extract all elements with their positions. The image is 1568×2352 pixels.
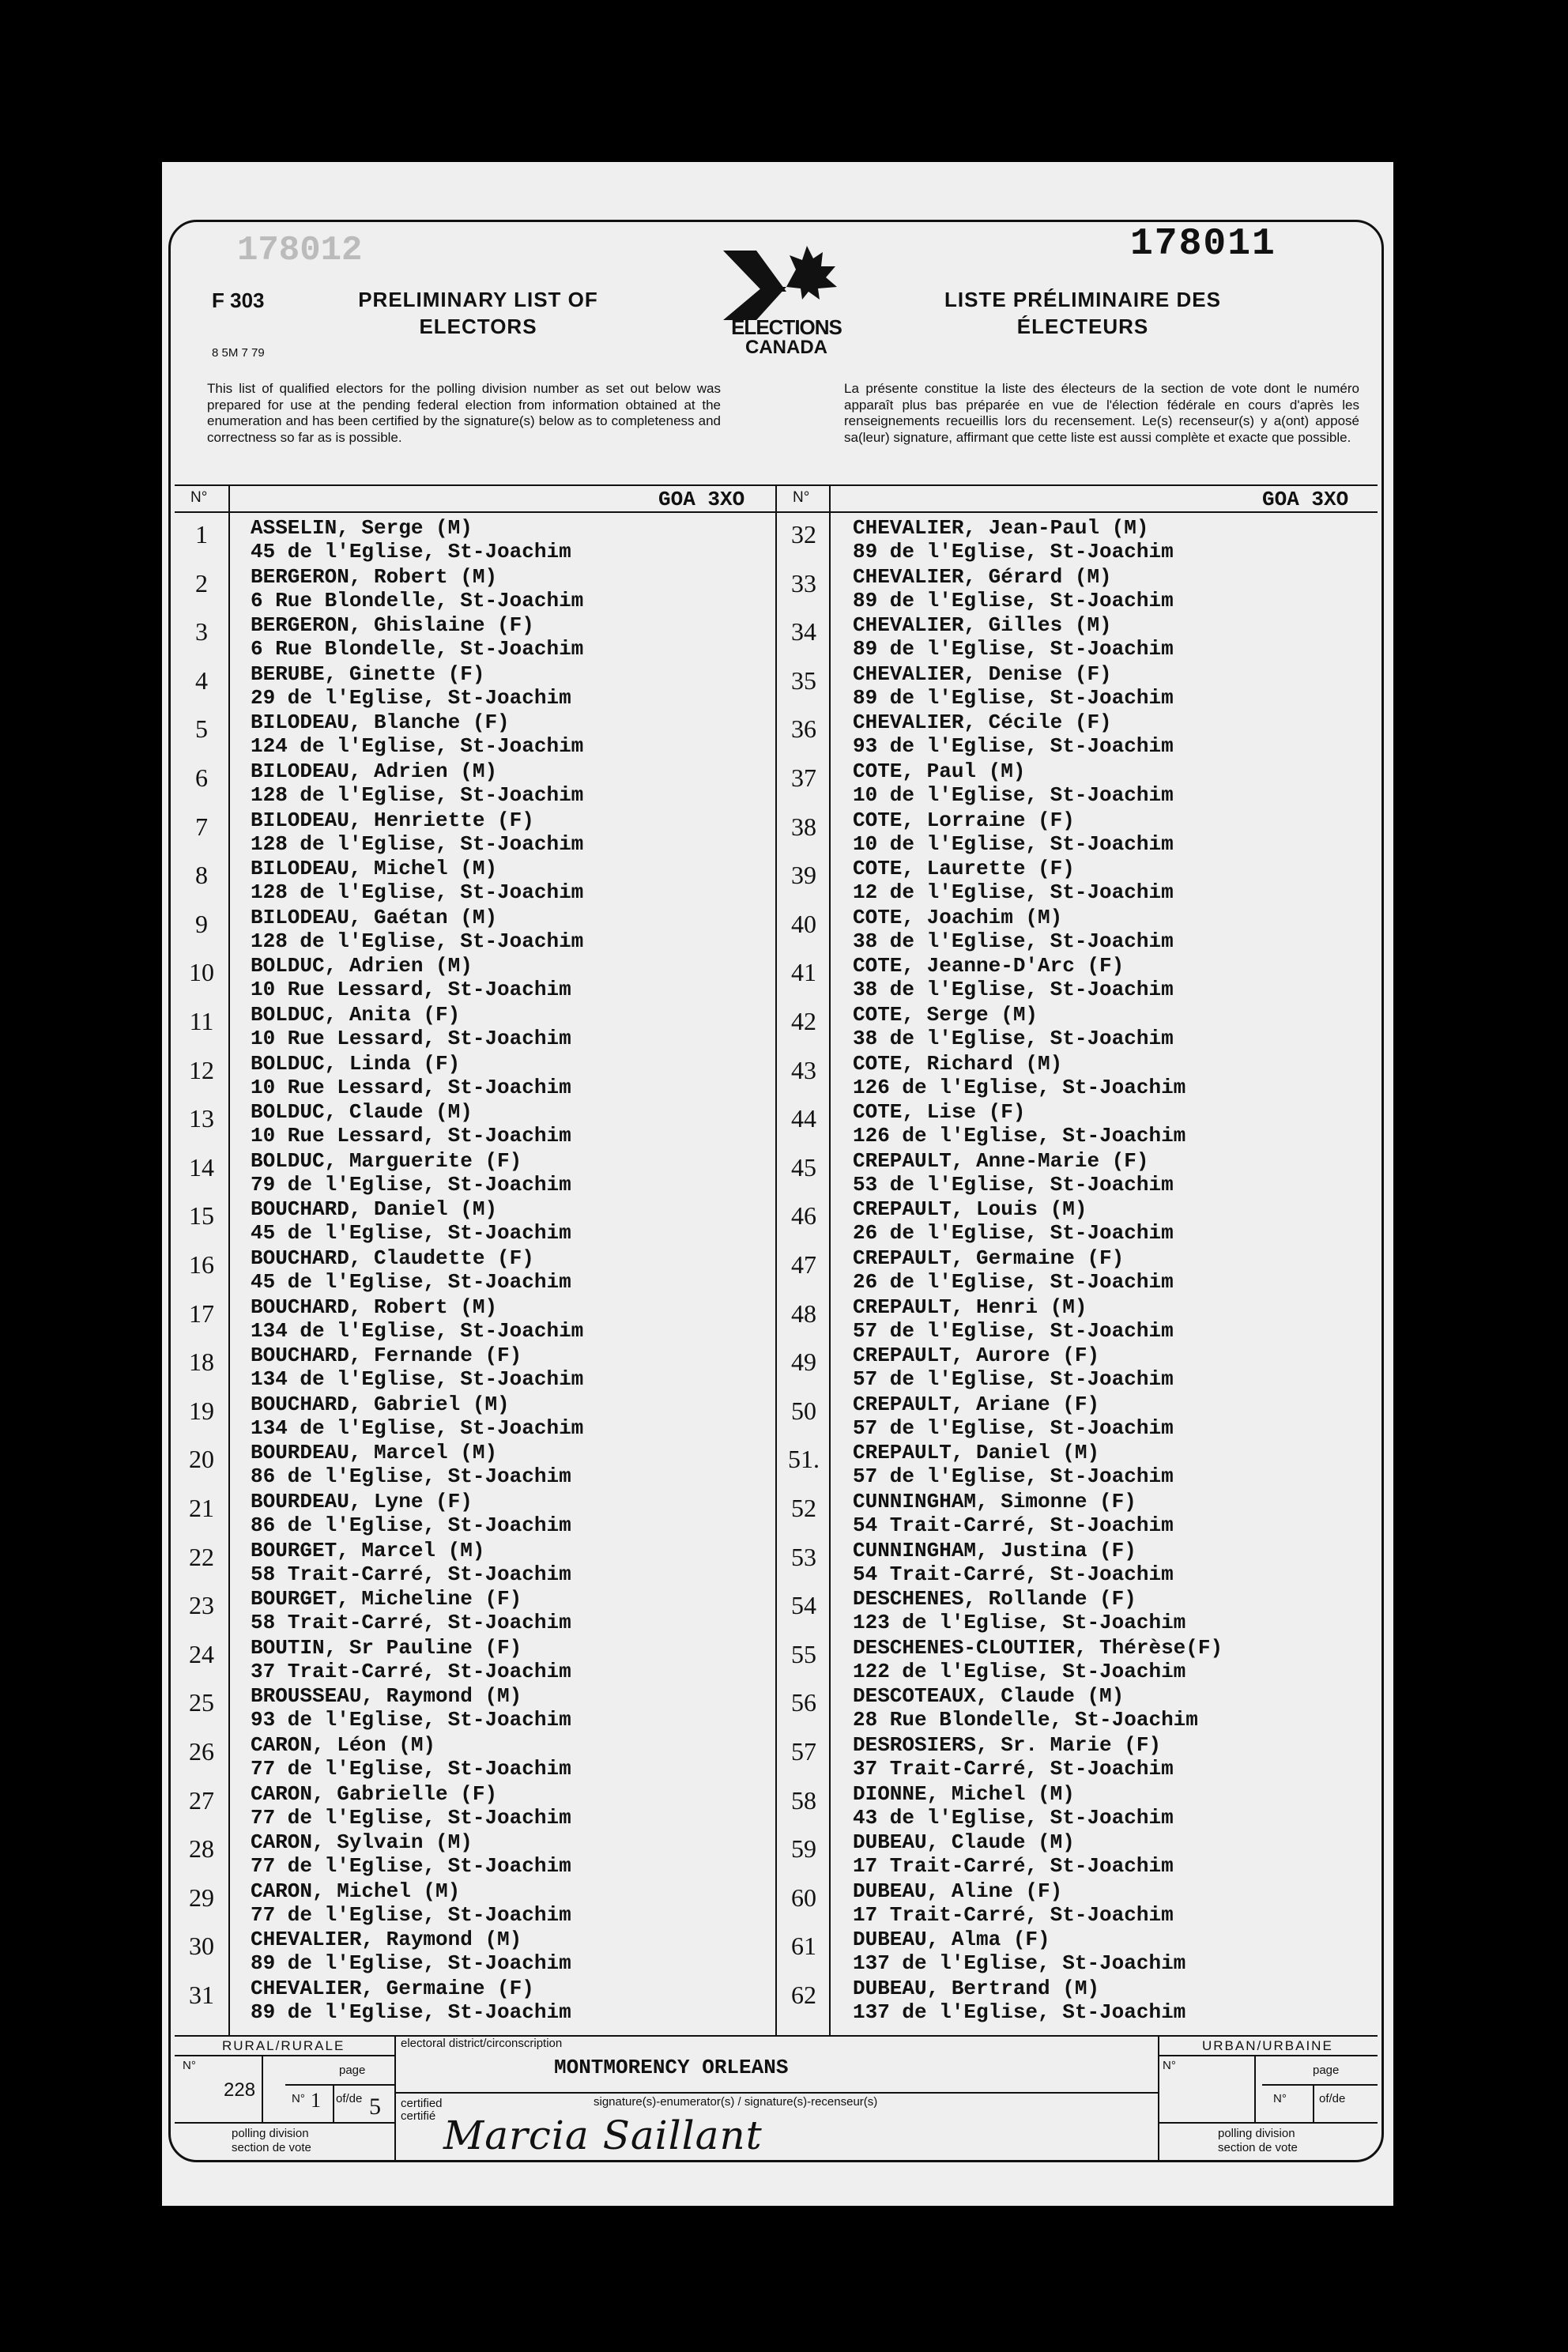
- rural-page-label: page: [339, 2064, 366, 2077]
- elector-address: 128 de l'Eglise, St-Joachim: [251, 783, 584, 807]
- elector-name: COTE, Lise (F): [853, 1100, 1026, 1125]
- elector-number: 21: [189, 1494, 214, 1522]
- urban-divider: [1158, 2035, 1159, 2162]
- elector-address: 126 de l'Eglise, St-Joachim: [853, 1124, 1186, 1148]
- footer: [175, 2035, 1378, 2162]
- elector-number: 9: [195, 909, 208, 938]
- elector-address: 58 Trait-Carré, St-Joachim: [251, 1562, 571, 1586]
- title-english: PRELIMINARY LIST OF ELECTORS: [358, 288, 598, 338]
- elector-name: BILODEAU, Adrien (M): [251, 760, 498, 783]
- elector-address: 10 de l'Eglise, St-Joachim: [853, 831, 1174, 856]
- elector-address: 17 Trait-Carré, St-Joachim: [853, 1854, 1174, 1879]
- district-rule: [394, 2092, 1158, 2094]
- elector-number: 61: [791, 1932, 816, 1961]
- elector-address: 126 de l'Eglise, St-Joachim: [853, 1075, 1186, 1099]
- elector-number: 3: [195, 617, 208, 646]
- elector-name: DESCHENES-CLOUTIER, Thérèse(F): [853, 1635, 1223, 1660]
- elector-number: 24: [189, 1639, 214, 1668]
- elector-address: 10 Rue Lessard, St-Joachim: [251, 1124, 571, 1148]
- elector-address: 45 de l'Eglise, St-Joachim: [251, 1221, 571, 1246]
- elector-number: 6: [195, 763, 208, 792]
- elector-name: CREPAULT, Aurore (F): [853, 1344, 1100, 1368]
- center-divider: [775, 484, 777, 2035]
- elector-number: 43: [791, 1055, 816, 1084]
- elector-name: BOLDUC, Adrien (M): [251, 954, 473, 978]
- elector-number: 57: [791, 1737, 816, 1766]
- urban-of-divider: [1313, 2084, 1314, 2122]
- elector-address: 86 de l'Eglise, St-Joachim: [251, 1513, 571, 1537]
- elector-number: 55: [791, 1639, 816, 1668]
- elector-number: 34: [791, 617, 816, 646]
- elector-name: COTE, Richard (M): [853, 1051, 1063, 1076]
- elector-name: CHEVALIER, Jean-Paul (M): [853, 516, 1149, 540]
- elector-number: 50: [791, 1396, 816, 1425]
- elector-address: 28 Rue Blondelle, St-Joachim: [853, 1708, 1198, 1732]
- elector-address: 37 Trait-Carré, St-Joachim: [251, 1659, 571, 1683]
- elector-address: 45 de l'Eglise, St-Joachim: [251, 1270, 571, 1294]
- elector-address: 37 Trait-Carré, St-Joachim: [853, 1757, 1174, 1781]
- elector-address: 77 de l'Eglise, St-Joachim: [251, 1902, 571, 1927]
- urban-bottom-rule: [1158, 2122, 1378, 2124]
- elector-number: 45: [791, 1152, 816, 1182]
- elections-canada-logo: [707, 241, 865, 360]
- footer-top-rule: [175, 2035, 1378, 2037]
- elector-address: 89 de l'Eglise, St-Joachim: [251, 2000, 571, 2024]
- elector-name: DESROSIERS, Sr. Marie (F): [853, 1733, 1162, 1757]
- elector-name: BOUCHARD, Fernande (F): [251, 1344, 522, 1368]
- left-number-divider: [228, 484, 230, 2035]
- elector-name: CARON, Gabrielle (F): [251, 1781, 498, 1806]
- rural-bottom-rule: [175, 2122, 394, 2124]
- elector-address: 137 de l'Eglise, St-Joachim: [853, 2000, 1186, 2024]
- elector-address: 10 Rue Lessard, St-Joachim: [251, 1075, 571, 1099]
- elector-number: 51.: [788, 1445, 820, 1474]
- rural-label: RURAL/RURALE: [222, 2038, 345, 2053]
- elector-number: 42: [791, 1007, 816, 1035]
- elector-name: BOUTIN, Sr Pauline (F): [251, 1635, 522, 1660]
- elector-address: 128 de l'Eglise, St-Joachim: [251, 831, 584, 856]
- right-number-divider: [829, 484, 831, 2035]
- elector-name: COTE, Serge (M): [853, 1003, 1038, 1027]
- faded-serial-number: 178012: [237, 231, 363, 270]
- elector-name: DESCHENES, Rollande (F): [853, 1587, 1136, 1611]
- elector-name: COTE, Jeanne-D'Arc (F): [853, 954, 1125, 978]
- elector-number: 62: [791, 1981, 816, 2009]
- elector-name: DUBEAU, Aline (F): [853, 1879, 1063, 1903]
- title-french: LISTE PRÉLIMINAIRE DES ÉLECTEURS: [944, 288, 1221, 338]
- elector-name: CREPAULT, Henri (M): [853, 1295, 1087, 1319]
- elector-name: BILODEAU, Blanche (F): [251, 710, 510, 735]
- elector-number: 27: [189, 1785, 214, 1815]
- elector-address: 77 de l'Eglise, St-Joachim: [251, 1854, 571, 1879]
- elector-name: COTE, Paul (M): [853, 760, 1026, 783]
- certified-label-fr: certifié: [401, 2109, 436, 2123]
- elector-number: 2: [195, 568, 208, 597]
- elector-name: BERGERON, Ghislaine (F): [251, 613, 534, 638]
- elector-name: DUBEAU, Claude (M): [853, 1830, 1075, 1855]
- elector-name: BILODEAU, Gaétan (M): [251, 905, 498, 929]
- elector-number: 11: [189, 1007, 214, 1035]
- elector-address: 57 de l'Eglise, St-Joachim: [853, 1464, 1174, 1489]
- elector-name: CREPAULT, Daniel (M): [853, 1441, 1100, 1465]
- left-postal-code: GOA 3XO: [658, 488, 745, 511]
- rural-of-label: of/de: [336, 2092, 363, 2105]
- urban-polling-label-en: polling division: [1218, 2127, 1295, 2140]
- elector-name: DUBEAU, Alma (F): [853, 1928, 1050, 1952]
- elector-name: BOURDEAU, Lyne (F): [251, 1490, 473, 1513]
- elector-address: 89 de l'Eglise, St-Joachim: [251, 1951, 571, 1976]
- elector-number: 19: [189, 1396, 214, 1425]
- urban-no-label: N°: [1163, 2059, 1176, 2072]
- elector-number: 20: [189, 1445, 214, 1474]
- elector-name: CHEVALIER, Gilles (M): [853, 613, 1112, 638]
- urban-of-label: of/de: [1319, 2092, 1346, 2105]
- enumerator-signature: Marcia Saillant: [443, 2113, 763, 2158]
- elector-name: CREPAULT, Ariane (F): [853, 1392, 1100, 1416]
- elector-number: 54: [791, 1591, 816, 1620]
- elector-name: BERGERON, Robert (M): [251, 564, 498, 589]
- elector-address: 57 de l'Eglise, St-Joachim: [853, 1318, 1174, 1343]
- elector-name: DIONNE, Michel (M): [853, 1781, 1075, 1806]
- elector-number: 14: [189, 1152, 214, 1182]
- elector-address: 79 de l'Eglise, St-Joachim: [251, 1172, 571, 1197]
- elector-name: ASSELIN, Serge (M): [251, 516, 473, 540]
- form-code: 8 5M 7 79: [212, 346, 265, 360]
- elector-number: 12: [189, 1055, 214, 1084]
- elector-number: 58: [791, 1785, 816, 1815]
- elector-name: BOLDUC, Anita (F): [251, 1003, 461, 1027]
- elector-number: 36: [791, 714, 816, 744]
- elector-number: 39: [791, 861, 816, 890]
- elector-address: 86 de l'Eglise, St-Joachim: [251, 1464, 571, 1489]
- elector-name: DUBEAU, Bertrand (M): [853, 1977, 1100, 2000]
- elector-number: 28: [189, 1834, 214, 1864]
- elector-number: 10: [189, 958, 214, 987]
- elector-address: 77 de l'Eglise, St-Joachim: [251, 1805, 571, 1830]
- elector-number: 56: [791, 1688, 816, 1717]
- rural-polling-label-fr: section de vote: [232, 2141, 311, 2154]
- page-total: 5: [369, 2094, 381, 2120]
- elector-address: 54 Trait-Carré, St-Joachim: [853, 1562, 1174, 1586]
- electoral-district: MONTMORENCY ORLEANS: [554, 2056, 789, 2079]
- elector-number: 18: [189, 1348, 214, 1377]
- elector-name: COTE, Lorraine (F): [853, 808, 1075, 832]
- elector-address: 45 de l'Eglise, St-Joachim: [251, 540, 571, 564]
- elector-number: 47: [791, 1250, 816, 1279]
- elector-address: 124 de l'Eglise, St-Joachim: [251, 734, 584, 759]
- elector-address: 26 de l'Eglise, St-Joachim: [853, 1270, 1174, 1294]
- elector-address: 93 de l'Eglise, St-Joachim: [251, 1708, 571, 1732]
- urban-page-label: page: [1313, 2064, 1340, 2077]
- elector-number: 33: [791, 568, 816, 597]
- elector-number: 44: [791, 1104, 816, 1133]
- polling-division-number: 228: [224, 2079, 256, 2101]
- elector-name: BOLDUC, Marguerite (F): [251, 1148, 522, 1173]
- elector-number: 40: [791, 909, 816, 938]
- elector-address: 58 Trait-Carré, St-Joachim: [251, 1611, 571, 1635]
- right-no-header: N°: [793, 489, 810, 506]
- elector-address: 10 Rue Lessard, St-Joachim: [251, 1027, 571, 1050]
- elector-name: BOLDUC, Linda (F): [251, 1051, 461, 1076]
- elector-address: 89 de l'Eglise, St-Joachim: [853, 540, 1174, 564]
- elector-number: 46: [791, 1201, 816, 1231]
- elector-number: 23: [189, 1591, 214, 1620]
- elector-number: 22: [189, 1542, 214, 1571]
- logo-text-elections: ELECTIONS: [731, 315, 842, 339]
- elector-address: 26 de l'Eglise, St-Joachim: [853, 1221, 1174, 1246]
- elector-address: 43 de l'Eglise, St-Joachim: [853, 1805, 1174, 1830]
- elector-name: CARON, Léon (M): [251, 1733, 436, 1757]
- elector-number: 13: [189, 1104, 214, 1133]
- elector-name: CHEVALIER, Denise (F): [853, 662, 1112, 686]
- serial-number: 178011: [1130, 223, 1276, 266]
- elector-name: CARON, Michel (M): [251, 1879, 461, 1903]
- elector-address: 128 de l'Eglise, St-Joachim: [251, 880, 584, 905]
- elector-address: 123 de l'Eglise, St-Joachim: [853, 1611, 1186, 1635]
- elector-name: DESCOTEAUX, Claude (M): [853, 1684, 1125, 1709]
- elector-name: CHEVALIER, Raymond (M): [251, 1928, 522, 1952]
- elector-address: 134 de l'Eglise, St-Joachim: [251, 1415, 584, 1440]
- elector-number: 16: [189, 1250, 214, 1279]
- elector-name: BOURGET, Micheline (F): [251, 1587, 522, 1611]
- rural-polling-label-en: polling division: [232, 2127, 309, 2140]
- elector-name: BROUSSEAU, Raymond (M): [251, 1684, 522, 1709]
- elector-address: 128 de l'Eglise, St-Joachim: [251, 929, 584, 953]
- elector-address: 38 de l'Eglise, St-Joachim: [853, 1027, 1174, 1050]
- rural-no-label: N°: [183, 2059, 196, 2072]
- elector-name: CREPAULT, Germaine (F): [853, 1246, 1125, 1270]
- rural-rule: [175, 2055, 394, 2056]
- elector-number: 41: [791, 958, 816, 987]
- elector-address: 57 de l'Eglise, St-Joachim: [853, 1367, 1174, 1392]
- elector-name: CREPAULT, Louis (M): [853, 1197, 1087, 1222]
- elector-name: COTE, Joachim (M): [853, 905, 1063, 929]
- elector-name: BILODEAU, Henriette (F): [251, 808, 534, 832]
- rural-page-no-label: N°: [292, 2092, 305, 2105]
- elector-number: 1: [195, 520, 208, 548]
- urban-label: URBAN/URBAINE: [1202, 2038, 1333, 2053]
- elector-address: 6 Rue Blondelle, St-Joachim: [251, 637, 584, 662]
- elector-number: 48: [791, 1298, 816, 1328]
- urban-page-no-label: N°: [1273, 2092, 1287, 2105]
- signature-label: signature(s)-enumerator(s) / signature(s)-recenseur(s): [594, 2095, 878, 2109]
- left-no-header: N°: [190, 489, 208, 506]
- elector-number: 37: [791, 763, 816, 792]
- elector-number: 5: [195, 714, 208, 744]
- urban-rule: [1158, 2055, 1378, 2056]
- elector-address: 93 de l'Eglise, St-Joachim: [853, 734, 1174, 759]
- logo-text-canada: CANADA: [745, 337, 827, 358]
- elector-number: 15: [189, 1201, 214, 1231]
- elector-name: CHEVALIER, Gérard (M): [853, 564, 1112, 589]
- district-label: electoral district/circonscription: [401, 2037, 563, 2050]
- elector-name: BOURDEAU, Marcel (M): [251, 1441, 498, 1465]
- elector-name: CUNNINGHAM, Justina (F): [853, 1538, 1136, 1562]
- elector-name: CREPAULT, Anne-Marie (F): [853, 1148, 1149, 1173]
- rural-divider: [394, 2035, 396, 2162]
- elector-address: 17 Trait-Carré, St-Joachim: [853, 1902, 1174, 1927]
- elector-name: BOUCHARD, Claudette (F): [251, 1246, 534, 1270]
- elector-address: 134 de l'Eglise, St-Joachim: [251, 1367, 584, 1392]
- elector-address: 134 de l'Eglise, St-Joachim: [251, 1318, 584, 1343]
- elector-name: BILODEAU, Michel (M): [251, 857, 498, 881]
- elector-address: 77 de l'Eglise, St-Joachim: [251, 1757, 571, 1781]
- elector-number: 49: [791, 1348, 816, 1377]
- elector-address: 29 de l'Eglise, St-Joachim: [251, 685, 571, 710]
- elector-address: 38 de l'Eglise, St-Joachim: [853, 978, 1174, 1002]
- elector-number: 38: [791, 812, 816, 841]
- elector-number: 30: [189, 1932, 214, 1961]
- elector-name: BOUCHARD, Daniel (M): [251, 1197, 498, 1222]
- urban-polling-label-fr: section de vote: [1218, 2141, 1298, 2154]
- urban-no-divider: [1254, 2055, 1256, 2122]
- elector-address: 137 de l'Eglise, St-Joachim: [853, 1951, 1186, 1976]
- elector-address: 89 de l'Eglise, St-Joachim: [853, 685, 1174, 710]
- electors-list: [175, 484, 1378, 2035]
- intro-french: La présente constitue la liste des électeurs de la section de vote dont le numéro apparaît plus bas préparée en vue de l'élection fédérale en cours d'après les renseignements recueillis lors du recensement. Le(s) recenseur(s) y a(ont) apposé sa(leur) signature, affirmant que cette liste est aussi complète et exacte que possible.: [844, 381, 1359, 445]
- elector-address: 10 Rue Lessard, St-Joachim: [251, 978, 571, 1002]
- rural-of-divider: [333, 2084, 334, 2122]
- elector-number: 31: [189, 1981, 214, 2009]
- elector-number: 52: [791, 1494, 816, 1522]
- elector-name: BOUCHARD, Robert (M): [251, 1295, 498, 1319]
- elector-name: BOUCHARD, Gabriel (M): [251, 1392, 510, 1416]
- elector-number: 17: [189, 1298, 214, 1328]
- elector-address: 122 de l'Eglise, St-Joachim: [853, 1659, 1186, 1683]
- elector-name: BERUBE, Ginette (F): [251, 662, 485, 686]
- elector-address: 89 de l'Eglise, St-Joachim: [853, 588, 1174, 612]
- elector-address: 53 de l'Eglise, St-Joachim: [853, 1172, 1174, 1197]
- elector-number: 35: [791, 665, 816, 695]
- urban-page-rule: [1262, 2084, 1378, 2086]
- elector-number: 60: [791, 1883, 816, 1912]
- elector-number: 25: [189, 1688, 214, 1717]
- rural-page-rule: [285, 2084, 394, 2086]
- elector-number: 8: [195, 861, 208, 890]
- rural-no-divider: [262, 2055, 263, 2122]
- elector-name: BOURGET, Marcel (M): [251, 1538, 485, 1562]
- elector-address: 57 de l'Eglise, St-Joachim: [853, 1415, 1174, 1440]
- elector-number: 59: [791, 1834, 816, 1864]
- elector-name: CUNNINGHAM, Simonne (F): [853, 1490, 1136, 1513]
- elector-name: CHEVALIER, Germaine (F): [251, 1977, 534, 2000]
- elector-name: BOLDUC, Claude (M): [251, 1100, 473, 1125]
- elector-number: 32: [791, 520, 816, 548]
- elector-number: 53: [791, 1542, 816, 1571]
- page-number: 1: [311, 2089, 321, 2112]
- elector-name: CHEVALIER, Cécile (F): [853, 710, 1112, 735]
- intro-english: This list of qualified electors for the polling division number as set out below was prepared for use at the pending federal election from information obtained at the enumeration and has been certified by the signature(s) below as to completeness and correctness so far as is possible.: [207, 381, 721, 445]
- elector-number: 4: [195, 665, 208, 695]
- elector-address: 54 Trait-Carré, St-Joachim: [853, 1513, 1174, 1537]
- elector-address: 12 de l'Eglise, St-Joachim: [853, 880, 1174, 905]
- elector-number: 7: [195, 812, 208, 841]
- right-postal-code: GOA 3XO: [1262, 488, 1349, 511]
- elector-name: CARON, Sylvain (M): [251, 1830, 473, 1855]
- form-number: F 303: [212, 288, 265, 312]
- elector-name: COTE, Laurette (F): [853, 857, 1075, 881]
- elector-address: 6 Rue Blondelle, St-Joachim: [251, 588, 584, 612]
- elector-number: 29: [189, 1883, 214, 1912]
- elector-address: 10 de l'Eglise, St-Joachim: [853, 783, 1174, 807]
- elector-number: 26: [189, 1737, 214, 1766]
- certified-label-en: certified: [401, 2097, 443, 2110]
- elector-address: 38 de l'Eglise, St-Joachim: [853, 929, 1174, 953]
- elector-address: 89 de l'Eglise, St-Joachim: [853, 637, 1174, 662]
